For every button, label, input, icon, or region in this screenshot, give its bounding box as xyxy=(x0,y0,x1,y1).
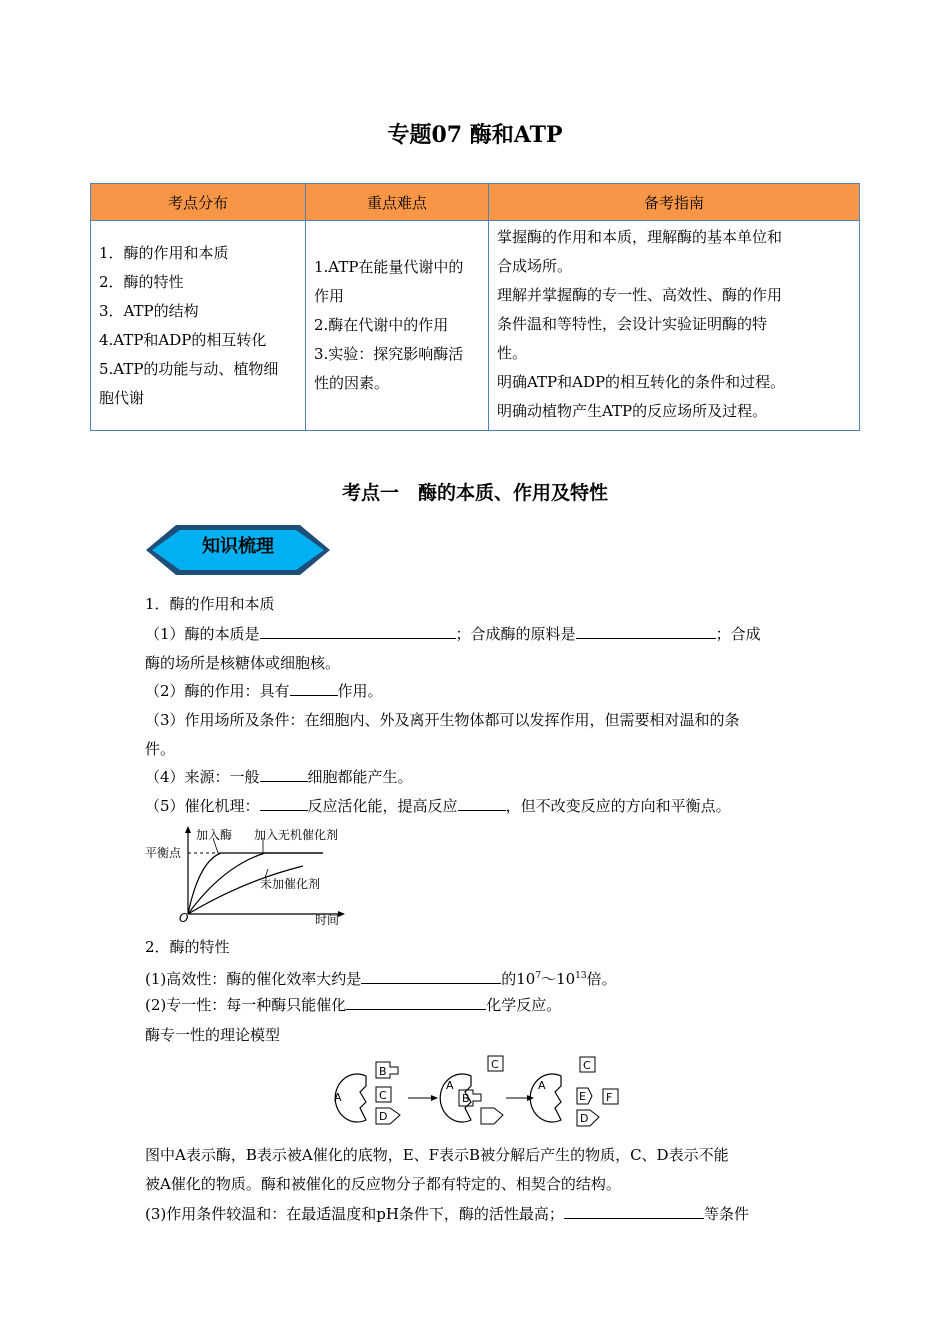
list-item: 明确动植物产生ATP的反应场所及过程。 xyxy=(497,402,768,420)
list-item: 条件温和等特性，会设计实验证明酶的特 xyxy=(497,315,768,333)
fill-blank[interactable] xyxy=(290,677,338,696)
table-cell xyxy=(306,221,489,431)
graph-ylabel: 平衡点 xyxy=(145,846,182,860)
list-item: 1．酶的作用和本质 xyxy=(99,243,229,262)
enzyme-label: A xyxy=(538,1079,546,1092)
fill-blank[interactable] xyxy=(260,763,308,782)
paragraph: 图中A表示酶，B表示被A催化的底物，E、F表示B被分解后产生的物质，C、D表示不能 xyxy=(145,1146,729,1164)
list-item: 4.ATP和ADP的相互转化 xyxy=(99,330,267,349)
molecule-label: C xyxy=(379,1089,387,1102)
list-item: 3.实验：探究影响酶活 xyxy=(314,345,464,363)
table-cell xyxy=(489,221,860,431)
fill-blank[interactable] xyxy=(361,965,501,984)
paragraph: （5）催化机理： 反应活化能，提高反应 ，但不改变反应的方向和平衡点。 xyxy=(145,792,815,821)
paragraph: （4）来源：一般 细胞都能产生。 xyxy=(145,763,815,792)
paragraph: (2)专一性：每一种酶只能催化 化学反应。 xyxy=(145,991,815,1020)
list-item: 1.ATP在能量代谢中的 xyxy=(314,258,464,276)
list-item: 胞代谢 xyxy=(99,388,145,407)
molecule-label: D xyxy=(580,1112,589,1125)
specificity-model xyxy=(326,1054,626,1134)
paragraph: 件。 xyxy=(145,740,176,758)
list-item: 掌握酶的作用和本质，理解酶的基本单位和 xyxy=(497,228,783,246)
list-item: 5.ATP的功能与动、植物细 xyxy=(99,359,279,378)
paragraph: （1）酶的本质是 ；合成酶的原料是 ；合成 xyxy=(145,620,815,649)
graph-xlabel: 时间 xyxy=(315,913,340,926)
list-item: 2．酶的特性 xyxy=(99,272,184,291)
enzyme-label: A xyxy=(334,1091,342,1104)
list-item: 明确ATP和ADP的相互转化的条件和过程。 xyxy=(497,373,786,391)
graph-origin: O xyxy=(179,911,189,925)
table-header: 考点分布 xyxy=(91,184,306,221)
fill-blank[interactable] xyxy=(458,792,506,811)
enzyme-label: A xyxy=(446,1079,454,1092)
graph-label-none: 未加催化剂 xyxy=(260,877,321,891)
graph-label-inorganic: 加入无机催化剂 xyxy=(254,828,339,842)
list-item: 作用 xyxy=(314,287,345,305)
list-item: 3．ATP的结构 xyxy=(99,301,199,320)
model-title: 酶专一性的理论模型 xyxy=(145,1026,281,1044)
overview-table xyxy=(90,183,860,431)
list-item: 合成场所。 xyxy=(497,257,573,275)
heading-2: 2．酶的特性 xyxy=(145,938,230,956)
list-item: 理解并掌握酶的专一性、高效性、酶的作用 xyxy=(497,286,783,304)
table-header: 重点难点 xyxy=(306,184,489,221)
substrate-label: B xyxy=(379,1065,387,1078)
molecule-label: C xyxy=(583,1059,591,1072)
paragraph: 被A催化的物质。酶和被催化的反应物分子都有特定的、相契合的结构。 xyxy=(145,1175,621,1193)
fill-blank[interactable] xyxy=(564,1200,704,1219)
paragraph: (3)作用条件较温和：在最适温度和pH条件下，酶的活性最高； 等条件 xyxy=(145,1200,815,1229)
page-title: 专题07 酶和ATP xyxy=(387,122,563,148)
fill-blank[interactable] xyxy=(260,792,308,811)
table-header: 备考指南 xyxy=(489,184,860,221)
catalysis-graph xyxy=(143,826,363,926)
list-item: 2.酶在代谢中的作用 xyxy=(314,316,449,334)
paragraph: （3）作用场所及条件：在细胞内、外及离开生物体都可以发挥作用，但需要相对温和的条 xyxy=(145,711,740,729)
table-cell xyxy=(91,221,306,431)
list-item: 性的因素。 xyxy=(314,374,390,392)
fill-blank[interactable] xyxy=(260,620,456,639)
badge-label: 知识梳理 xyxy=(202,536,274,557)
fill-blank[interactable] xyxy=(346,991,486,1010)
paragraph: （2）酶的作用：具有 作用。 xyxy=(145,677,815,706)
heading-1: 1．酶的作用和本质 xyxy=(145,595,275,613)
product-label: E xyxy=(579,1090,586,1103)
paragraph: 酶的场所是核糖体或细胞核。 xyxy=(145,654,341,672)
molecule-label: D xyxy=(379,1110,388,1123)
list-item: 性。 xyxy=(497,344,528,362)
substrate-label: B xyxy=(462,1092,470,1105)
fill-blank[interactable] xyxy=(576,620,716,639)
molecule-label: C xyxy=(491,1058,499,1071)
product-label: F xyxy=(606,1091,613,1104)
graph-label-enzyme: 加入酶 xyxy=(196,828,233,842)
paragraph: (1)高效性：酶的催化效率大约是 的$10^7\sim 10^{13}$倍。 xyxy=(145,962,815,994)
section-title: 考点一 酶的本质、作用及特性 xyxy=(341,482,608,504)
